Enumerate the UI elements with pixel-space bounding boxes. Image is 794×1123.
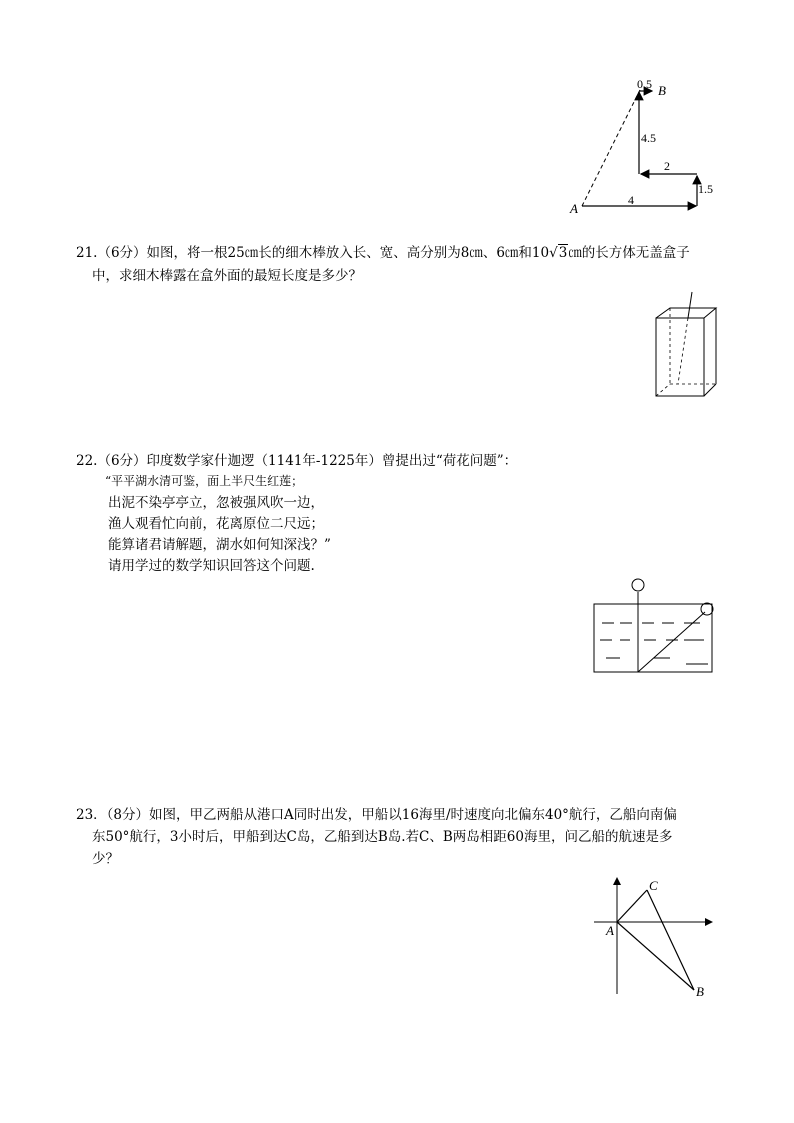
segment-a-c <box>617 890 647 922</box>
path-diagram <box>560 70 730 220</box>
label-b: B <box>658 83 666 98</box>
dashed-line-a-to-b <box>582 90 640 206</box>
q21-line1 <box>76 242 690 264</box>
sqrt-expression: √3 <box>549 245 568 261</box>
poem-line-4: 能算诸君请解题，湖水如何知深浅？” <box>108 537 331 553</box>
q23-line2: 东50°航行，3小时后，甲船到达C岛，乙船到达B岛.若C、B两岛相距60海里，问乙船的航速是多 <box>92 829 673 845</box>
label-4-5: 4.5 <box>641 131 656 145</box>
ships-bearing-diagram <box>588 872 718 1002</box>
q21-text-post: ㎝的长方体无盖盒子 <box>568 245 690 261</box>
poem-line-2: 出泥不染亭亭立，忽被强风吹一边， <box>108 495 324 511</box>
q21-coef: 10 <box>531 245 550 261</box>
q21-text-pre: 21.（6分）如图，将一根25㎝长的细木棒放入长、宽、高分别为8㎝、6㎝和 <box>76 245 532 261</box>
q21-line2: 中，求细木棒露在盒外面的最短长度是多少？ <box>92 268 362 284</box>
label-4: 4 <box>628 193 634 207</box>
sqrt-radicand: 3 <box>558 245 568 261</box>
stick <box>688 292 692 318</box>
label-0-5: 0.5 <box>637 77 652 91</box>
label-2: 2 <box>664 159 670 173</box>
poem-line-3: 渔人观看忙向前，花离原位二尺远； <box>108 516 324 532</box>
label-b: B <box>696 984 704 999</box>
q23-line1: 23．（8分）如图，甲乙两船从港口A同时出发，甲船以16海里/时速度向北偏东40°航行，乙船向南偏 <box>76 807 677 823</box>
lotus-flower-blown <box>701 603 713 615</box>
segment-a-b <box>617 922 694 990</box>
poem-line-1: “平平湖水清可鉴，面上半尺生红莲； <box>105 474 304 488</box>
label-1-5: 1.5 <box>698 182 713 196</box>
q22-ask: 请用学过的数学知识回答这个问题. <box>108 558 315 574</box>
label-c: C <box>649 878 658 893</box>
q23-line3: 少？ <box>92 851 119 867</box>
label-a: A <box>606 923 614 938</box>
lotus-flower-upright <box>632 579 644 591</box>
q22-line1: 22.（6分）印度数学家什迦逻（1141年-1225年）曾提出过“荷花问题”： <box>76 453 518 469</box>
lotus-stem-blown <box>638 612 705 672</box>
box-with-stick-diagram <box>650 288 725 403</box>
segment-c-b <box>647 890 694 990</box>
label-a: A <box>570 201 578 216</box>
lotus-lake-diagram <box>590 574 720 678</box>
